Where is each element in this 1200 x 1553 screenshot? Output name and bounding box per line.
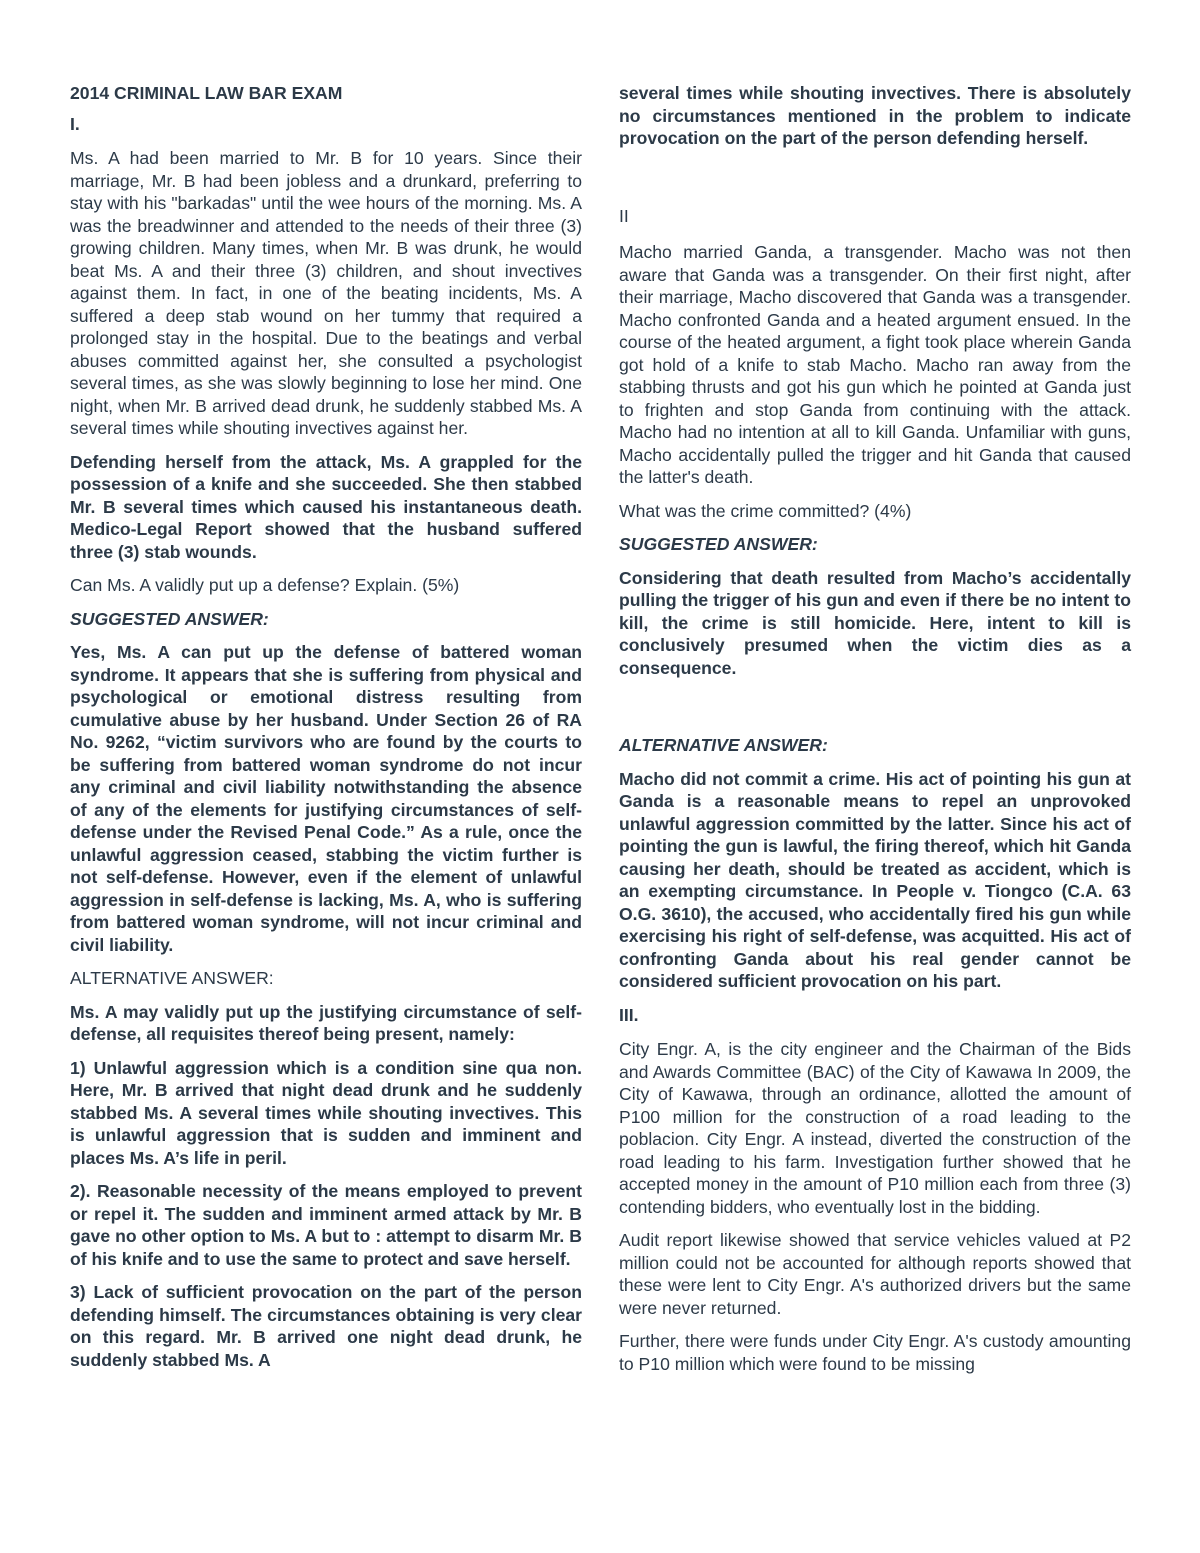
question-2-prompt: What was the crime committed? (4%) — [619, 500, 912, 521]
question-2-facts: Macho married Ganda, a transgender. Macho was not then aware that Ganda was a transgender. On their first night, after their marriage, Macho discovered that Ganda was a transgender. Macho confronted Ganda and a heated argument ensued. In the course of the heated argument, a fight took place wherein Ganda got hold of a knife to stab Macho. Macho ran away from the stabbing thrusts and got his gun which he pointed at Ganda just to frighten and stop Ganda from continuing with the attack. Macho had no intention at all to kill Ganda. Unfamiliar with guns, Macho accidentally pulled the trigger and hit Ganda that caused the latter's death. — [619, 242, 1131, 487]
question-3-number: III. — [619, 1004, 639, 1025]
question-1-suggested-label: SUGGESTED ANSWER: — [70, 608, 269, 629]
question-1-alternative-intro: Ms. A may validly put up the justifying circumstance of self-defense, all requisites thereof being present, namely: — [70, 1001, 582, 1044]
question-1-requisite-3-continued: several times while shouting invectives. There is absolutely no circumstances mentioned in the problem to indicate provocation on the part of the person defending herself. — [619, 83, 1131, 148]
question-1-facts-bold: Defending herself from the attack, Ms. A grappled for the possession of a knife and she succeeded. She then stabbed Mr. B several times which caused his instantaneous death. Medico-Legal Report showed that the husband suffered three (3) stab wounds. — [70, 451, 582, 562]
question-2-suggested-answer: Considering that death resulted from Macho’s accidentally pulling the trigger of his gun and even if there be no intent to kill, the crime is still homicide. Here, intent to kill is conclusively presumed when the victim dies as a consequence. — [619, 567, 1131, 678]
question-2-alternative-answer: Macho did not commit a crime. His act of pointing his gun at Ganda is a reasonable means to repel an unprovoked unlawful aggression committed by the latter. Since his act of pointing the gun is lawful, the firing thereof, which hit Ganda causing her death, should be treated as accident, which is an exempting circumstance. In People v. Tiongco (C.A. 63 O.G. 3610), the accused, who accidentally fired his gun while exercising his right of self-defense, was acquitted. His act of confronting Ganda about his real gender cannot be considered sufficient provocation on his part. — [619, 768, 1131, 991]
question-2-number: II — [619, 205, 629, 226]
question-3-facts-2: Audit report likewise showed that service vehicles valued at P2 million could not be accounted for although reports showed that these were lent to City Engr. A's authorized drivers but the same were never returned. — [619, 1230, 1131, 1318]
exam-title: 2014 CRIMINAL LAW BAR EXAM — [70, 83, 343, 103]
question-2-alternative-label: ALTERNATIVE ANSWER: — [619, 735, 828, 755]
question-1-requisite-1: 1) Unlawful aggression which is a condition sine qua non. Here, Mr. B arrived that night dead drunk and he suddenly stabbed Ms. A several times while shouting invectives. This is unlawful aggression that is sudden and imminent and places Ms. A’s life in peril. — [70, 1057, 582, 1168]
left-column — [70, 82, 582, 1382]
question-1-prompt: Can Ms. A validly put up a defense? Explain. (5%) — [70, 575, 460, 595]
spacer — [619, 690, 1131, 734]
question-2-suggested-label: SUGGESTED ANSWER: — [619, 534, 818, 554]
right-column — [619, 82, 1131, 1386]
spacer — [619, 161, 1131, 205]
question-3-facts-1: City Engr. A, is the city engineer and the Chairman of the Bids and Awards Committee (BAC) of the City of Kawawa In 2009, the City of Kawawa, through an ordinance, allotted the amount of P100 million for the construction of a road leading to the poblacion. City Engr. A instead, diverted the construction of the road leading to his farm. Investigation further showed that he accepted money in the amount of P10 million each from three (3) contending bidders, who eventually lost in the bidding. — [619, 1039, 1131, 1217]
question-1-requisite-2: 2). Reasonable necessity of the means employed to prevent or repel it. The sudden and imminent armed attack by Mr. B gave no other option to Ms. A but to : attempt to disarm Mr. B of his knife and to use the same to protect and save herself. — [70, 1181, 582, 1269]
question-1-suggested-answer: Yes, Ms. A can put up the defense of battered woman syndrome. It appears that she is suffering from physical and psychological or emotional distress resulting from cumulative abuse by her husband. Under Section 26 of RA No. 9262, “victim survivors who are found by the courts to be suffering from battered woman syndrome do not incur any criminal and civil liability notwithstanding the absence of any of the elements for justifying circumstances of self-defense under the Revised Penal Code.” As a rule, once the unlawful aggression ceased, stabbing the victim further is not self-defense. However, even if the element of unlawful aggression in self-defense is lacking, Ms. A, who is suffering from battered woman syndrome, will not incur criminal and civil liability. — [70, 642, 582, 955]
question-1-number: I. — [70, 113, 80, 134]
question-1-facts: Ms. A had been married to Mr. B for 10 years. Since their marriage, Mr. B had been jobless and a drunkard, preferring to stay with his "barkadas" until the wee hours of the morning. Ms. A was the breadwinner and attended to the needs of their three (3) growing children. Many times, when Mr. B was drunk, he would beat Ms. A and their three (3) children, and shout invectives against them. In fact, in one of the beating incidents, Ms. A suffered a deep stab wound on her tummy that required a prolonged stay in the hospital. Due to the beatings and verbal abuses committed against her, she consulted a psychologist several times, as she was slowly beginning to lose her mind. One night, when Mr. B arrived dead drunk, he suddenly stabbed Ms. A several times while shouting invectives against her. — [70, 148, 582, 438]
question-1-alternative-label: ALTERNATIVE ANSWER: — [70, 968, 274, 988]
question-3-facts-3: Further, there were funds under City Engr. A's custody amounting to P10 million which were found to be missing — [619, 1331, 1131, 1374]
question-1-requisite-3: 3) Lack of sufficient provocation on the part of the person defending himself. The circumstances obtaining is very clear on this regard. Mr. B arrived one night dead drunk, he suddenly stabbed Ms. A — [70, 1282, 582, 1370]
